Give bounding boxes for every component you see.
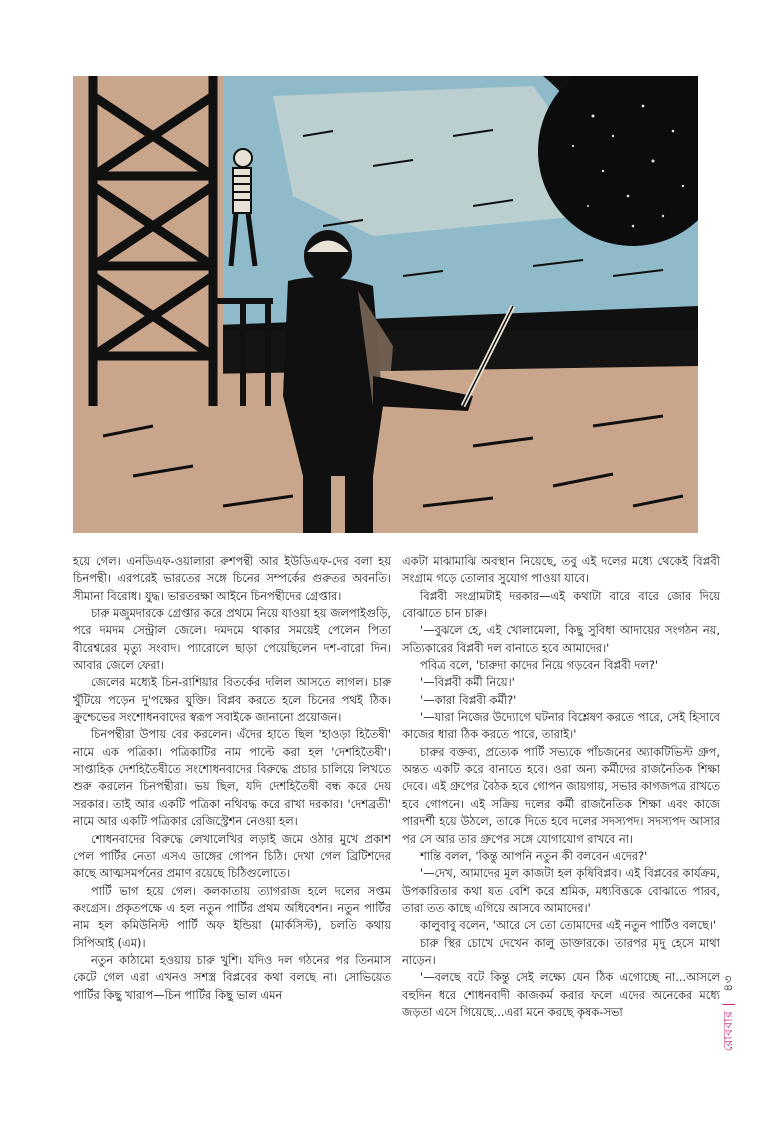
paragraph: চিনপন্থীরা উপায় বের করলেন। এঁদের হাতে ছিল 'হাওড়া হিতৈষী' নামে এক পত্রিকা। পত্রিকাটির নাম পাল্টে করা হল 'দেশহিতৈষী'। সাপ্তাহিক দেশহিতৈষীতে সংশোধনবাদের বিরুদ্ধে প্রচার চালিয়ে লিখতে শুরু করলেন চিনপন্থীরা। ভয় ছিল, যদি দেশহিতৈষী বন্ধ করে দেয় সরকার। তাই আর একটি পত্রিকা নথিবদ্ধ করে রাখা দরকার। 'দেশব্রতী' নামে আর একটি পত্রিকার রেজিস্ট্রেশন নেওয়া হল। [73,727,391,829]
article-column-right [402,553,720,1021]
article-column-left [73,553,391,1004]
paragraph: বিপ্লবী সংগ্রামটাই দরকার—এই কথাটা বারে বারে জোর দিয়ে বোঝাতে চান চারু। [402,588,720,621]
paragraph: পার্টি ভাগ হয়ে গেল। কলকাতায় ত্যাগরাজ হলে দলের সপ্তম কংগ্রেস। প্রকৃতপক্ষে এ হল নতুন পার্টির প্রথম অধিবেশন। নতুন পার্টির নাম হল কমিউনিস্ট পার্টি অফ ইন্ডিয়া (মার্কসিস্ট), চলতি কথায় সিপিআই (এম)। [73,883,391,950]
paragraph: নতুন কাঠামো হওয়ায় চারু খুশি। যদিও দল গঠনের পর তিনমাস কেটে গেল এরা এখনও সশস্ত্র বিপ্লবের কথা বলছে না। সোভিয়েত পার্টির কিছু খারাপ—চিন পার্টির কিছু ভাল এমন [73,952,391,1002]
paragraph: চারু মজুমদারকে গ্রেপ্তার করে প্রথমে নিয়ে যাওয়া হয় জলপাইগুড়ি, পরে দমদম সেন্ট্রাল জেলে। দমদমে থাকার সময়েই পেলেন পিতা বীরেশ্বরের মৃত্যু সংবাদ। প্যারোলে ছাড়া পেয়েছিলেন দশ-বারো দিন। আবার জেলে ফেরা। [73,606,391,673]
paragraph: শোধনবাদের বিরুদ্ধে লেখালেখির লড়াই জমে ওঠার মুখে প্রকাশ পেল পার্টির নেতা এসএ ডাঙ্গের গোপন চিঠি। দেখা গেল ব্রিটিশদের কাছে আত্মসমর্পনের প্রমাণ রয়েছে চিঠিগুলোতে। [73,831,391,881]
page-number: ৪৩ [721,975,735,992]
dialogue-line: '—কারা বিপ্লবী কর্মী?' [420,692,517,707]
dialogue-line: '—বুঝলে হে, এই খোলামেলা, কিছু সুবিধা আদায়ের সংগঠন নয়, সত্যিকারের বিপ্লবী দল বানাতে হবে আমাদের।' [402,623,720,655]
paragraph: পবিত্র বলে, 'চারুদা কাদের নিয়ে গড়বেন বিপ্লবী দল?' [420,658,659,673]
paragraph: চারুর বক্তব্য, প্রত্যেক পার্টি সভ্যকে পাঁচজনের অ্যাকটিভিস্ট গ্রুপ, অন্তত একটি করে বানাতে হবে। ওরা অন্য কর্মীদের রাজনৈতিক শিক্ষা দেবে। এই গ্রুপের বৈঠক হবে গোপন জায়গায়, সভার কাগজপত্র রাখতে হবে গোপনে। এই সক্রিয় দলের কর্মী রাজনৈতিক শিক্ষা এবং কাজে পারদর্শী হয়ে উঠলে, তাকে দিতে হবে দলের সদস্যপদ। সদস্যপদ আসার পর সে আর তার গ্রুপের সঙ্গে যোগাযোগ রাখবে না। [402,744,720,846]
section-name: রোববার [721,1010,735,1052]
paragraph: চারু স্থির চোখে দেখেন কালু ডাক্তারকে। তারপর মৃদু হেসে মাথা নাড়েন। [402,935,720,967]
woodcut-illustration [73,76,698,533]
paragraph: কালুবাবু বলেন, 'আরে সে তো তোমাদের এই নতুন পার্টিও বলছে।' [420,918,717,933]
dialogue-line: '—বলছে বটে কিন্তু সেই লক্ষ্যে যেন ঠিক এগোচ্ছে না...আসলে বহুদিন ধরে শোধনবাদী কাজকর্ম করার ফলে এদের অনেকের মধ্যে জড়তা এসে গিয়েছে...এরা মনে করছে কৃষক-সভা [402,970,720,1019]
dialogue-line: '—দেখ, আমাদের মূল কাজটা হল কৃষিবিপ্লব। এই বিপ্লবের কার্যক্রম, উপকারিতার কথা যত বেশি করে শ্রমিক, মধ্যবিত্তকে বোঝাতে পারব, তারা তত কাছে এগিয়ে আসবে আমাদের।' [402,866,720,915]
paragraph: জেলের মধ্যেই চিন-রাশিয়ার বিতর্কের দলিল আসতে লাগল। চারু খুঁটিয়ে পড়েন দু'পক্ষের যুক্তি। বিপ্লব করতে হলে চিনের পথই ঠিক। ক্রুশ্চেভের সংশোধনবাদের স্বরূপ সবাইকে জানানো প্রয়োজন। [73,675,391,725]
illustration-scene [73,76,698,533]
dialogue-line: '—যারা নিজের উদ্যোগে ঘটনার বিশ্লেষণ করতে পারে, সেই হিসাবে কাজের ধারা ঠিক করতে পারে, তারাই।' [402,710,720,742]
ground [73,396,698,533]
paragraph: হয়ে গেল। এনডিএফ-ওয়ালারা রুশপন্থী আর ইউডিএফ-দের বলা হয় চিনপন্থী। এরপরেই ভারতের সঙ্গে চিনের সম্পর্কের গুরুতর অবনতি। সীমানা বিরোধ। যুদ্ধ। ভারতরক্ষা আইনে চিনপন্থীদের গ্রেপ্তার। [73,554,391,603]
paragraph: শান্তি বলল, 'কিন্তু আপনি নতুন কী বলবেন এদের?' [420,848,648,863]
page-footer [720,975,740,1051]
dialogue-line: '—বিপ্লবী কর্মী নিয়ে।' [420,675,515,690]
footer-separator: | [721,1001,735,1007]
paragraph: একটা মাঝামাঝি অবস্থান নিয়েছে, তবু এই দলের মধ্যে থেকেই বিপ্লবী সংগ্রাম গড়ে তোলার সুযোগ পাওয়া যাবে। [402,554,720,586]
